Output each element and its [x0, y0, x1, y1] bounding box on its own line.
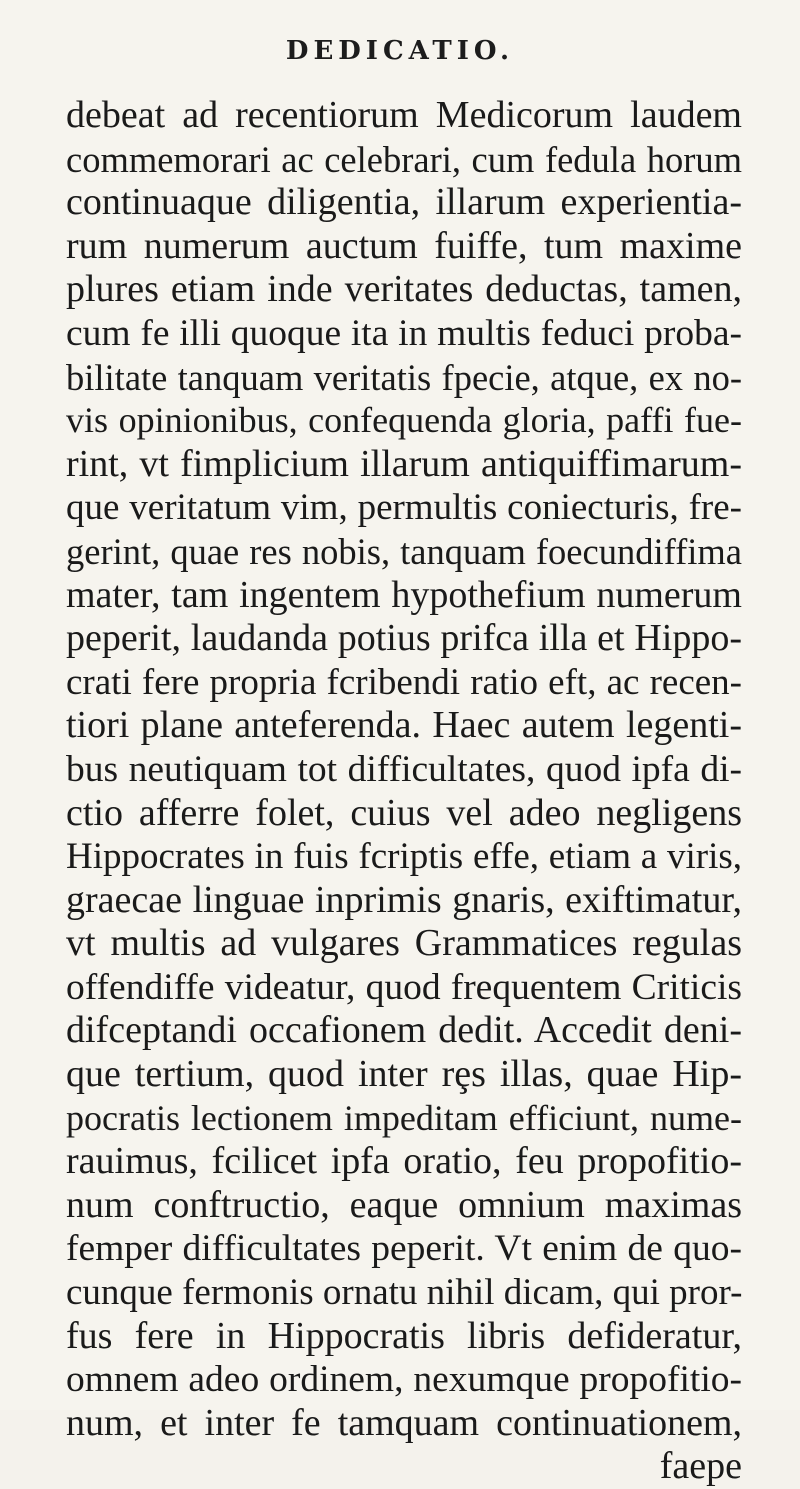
text-line: num, et inter fe tamquam continuationem,	[66, 1401, 742, 1444]
text-line: rum numerum auctum fuiffe, tum maxime	[66, 224, 742, 267]
text-line: mater, tam ingentem hypothefium numerum	[66, 573, 742, 616]
body-text	[66, 94, 742, 1489]
text-line: crati fere propria fcribendi ratio eft, ac recen-	[66, 661, 742, 703]
text-line: fus fere in Hippocratis libris defideratur,	[66, 1314, 742, 1357]
text-line: que tertium, quod inter rȩs illas, quae Hip-	[66, 1053, 742, 1096]
text-line: cum fe illi quoque ita in multis feduci proba-	[66, 312, 742, 354]
catchword: faepe	[659, 1445, 742, 1488]
text-line: continuaque diligentia, illarum experientia-	[66, 181, 742, 224]
text-line: num conftructio, eaque omnium maximas	[66, 1183, 742, 1226]
text-line: commemorari ac celebrari, cum fedula horum	[66, 138, 742, 180]
text-line: bus neutiquam tot difficultates, quod ipfa di-	[66, 748, 742, 790]
text-line: Hippocrates in fuis fcriptis effe, etiam a viris,	[66, 836, 742, 878]
text-line: rauimus, fcilicet ipfa oratio, feu propofitio-	[66, 1140, 742, 1183]
text-line: ctio afferre folet, cuius vel adeo negligens	[66, 791, 742, 834]
running-head: DEDICATIO.	[285, 36, 515, 66]
text-line: femper difficultates peperit. Vt enim de quo-	[66, 1228, 742, 1270]
text-line: que veritatum vim, permultis coniecturis, fre-	[66, 487, 742, 529]
text-line: pocratis lectionem impeditam efficiunt, nume-	[66, 1097, 742, 1138]
text-line: gerint, quae res nobis, tanquam foecundiffima	[66, 530, 742, 572]
text-line: vt multis ad vulgares Grammatices regulas	[66, 922, 742, 965]
text-line: peperit, laudanda potius prifca illa et Hippo-	[66, 617, 742, 660]
text-line: tiori plane anteferenda. Haec autem legenti-	[66, 704, 742, 747]
text-line: rint, vt fimplicium illarum antiquiffimarum-	[66, 442, 742, 485]
text-line: vis opinionibus, confequenda gloria, paffi fue-	[66, 400, 742, 441]
text-line: difceptandi occafionem dedit. Accedit deni-	[66, 1009, 742, 1052]
text-line: plures etiam inde veritates deductas, tamen,	[66, 268, 742, 311]
text-line: cunque fermonis ornatu nihil dicam, qui pror-	[66, 1272, 743, 1314]
text-line: bilitate tanquam veritatis fpecie, atque, ex no-	[66, 356, 742, 398]
text-line: offendiffe videatur, quod frequentem Criticis	[66, 966, 742, 1008]
text-line: omnem adeo ordinem, nexumque propofitio-	[66, 1359, 742, 1401]
text-line: debeat ad recentiorum Medicorum laudem	[66, 94, 742, 136]
text-line: graecae linguae inprimis gnaris, exiftimatur,	[66, 878, 742, 921]
